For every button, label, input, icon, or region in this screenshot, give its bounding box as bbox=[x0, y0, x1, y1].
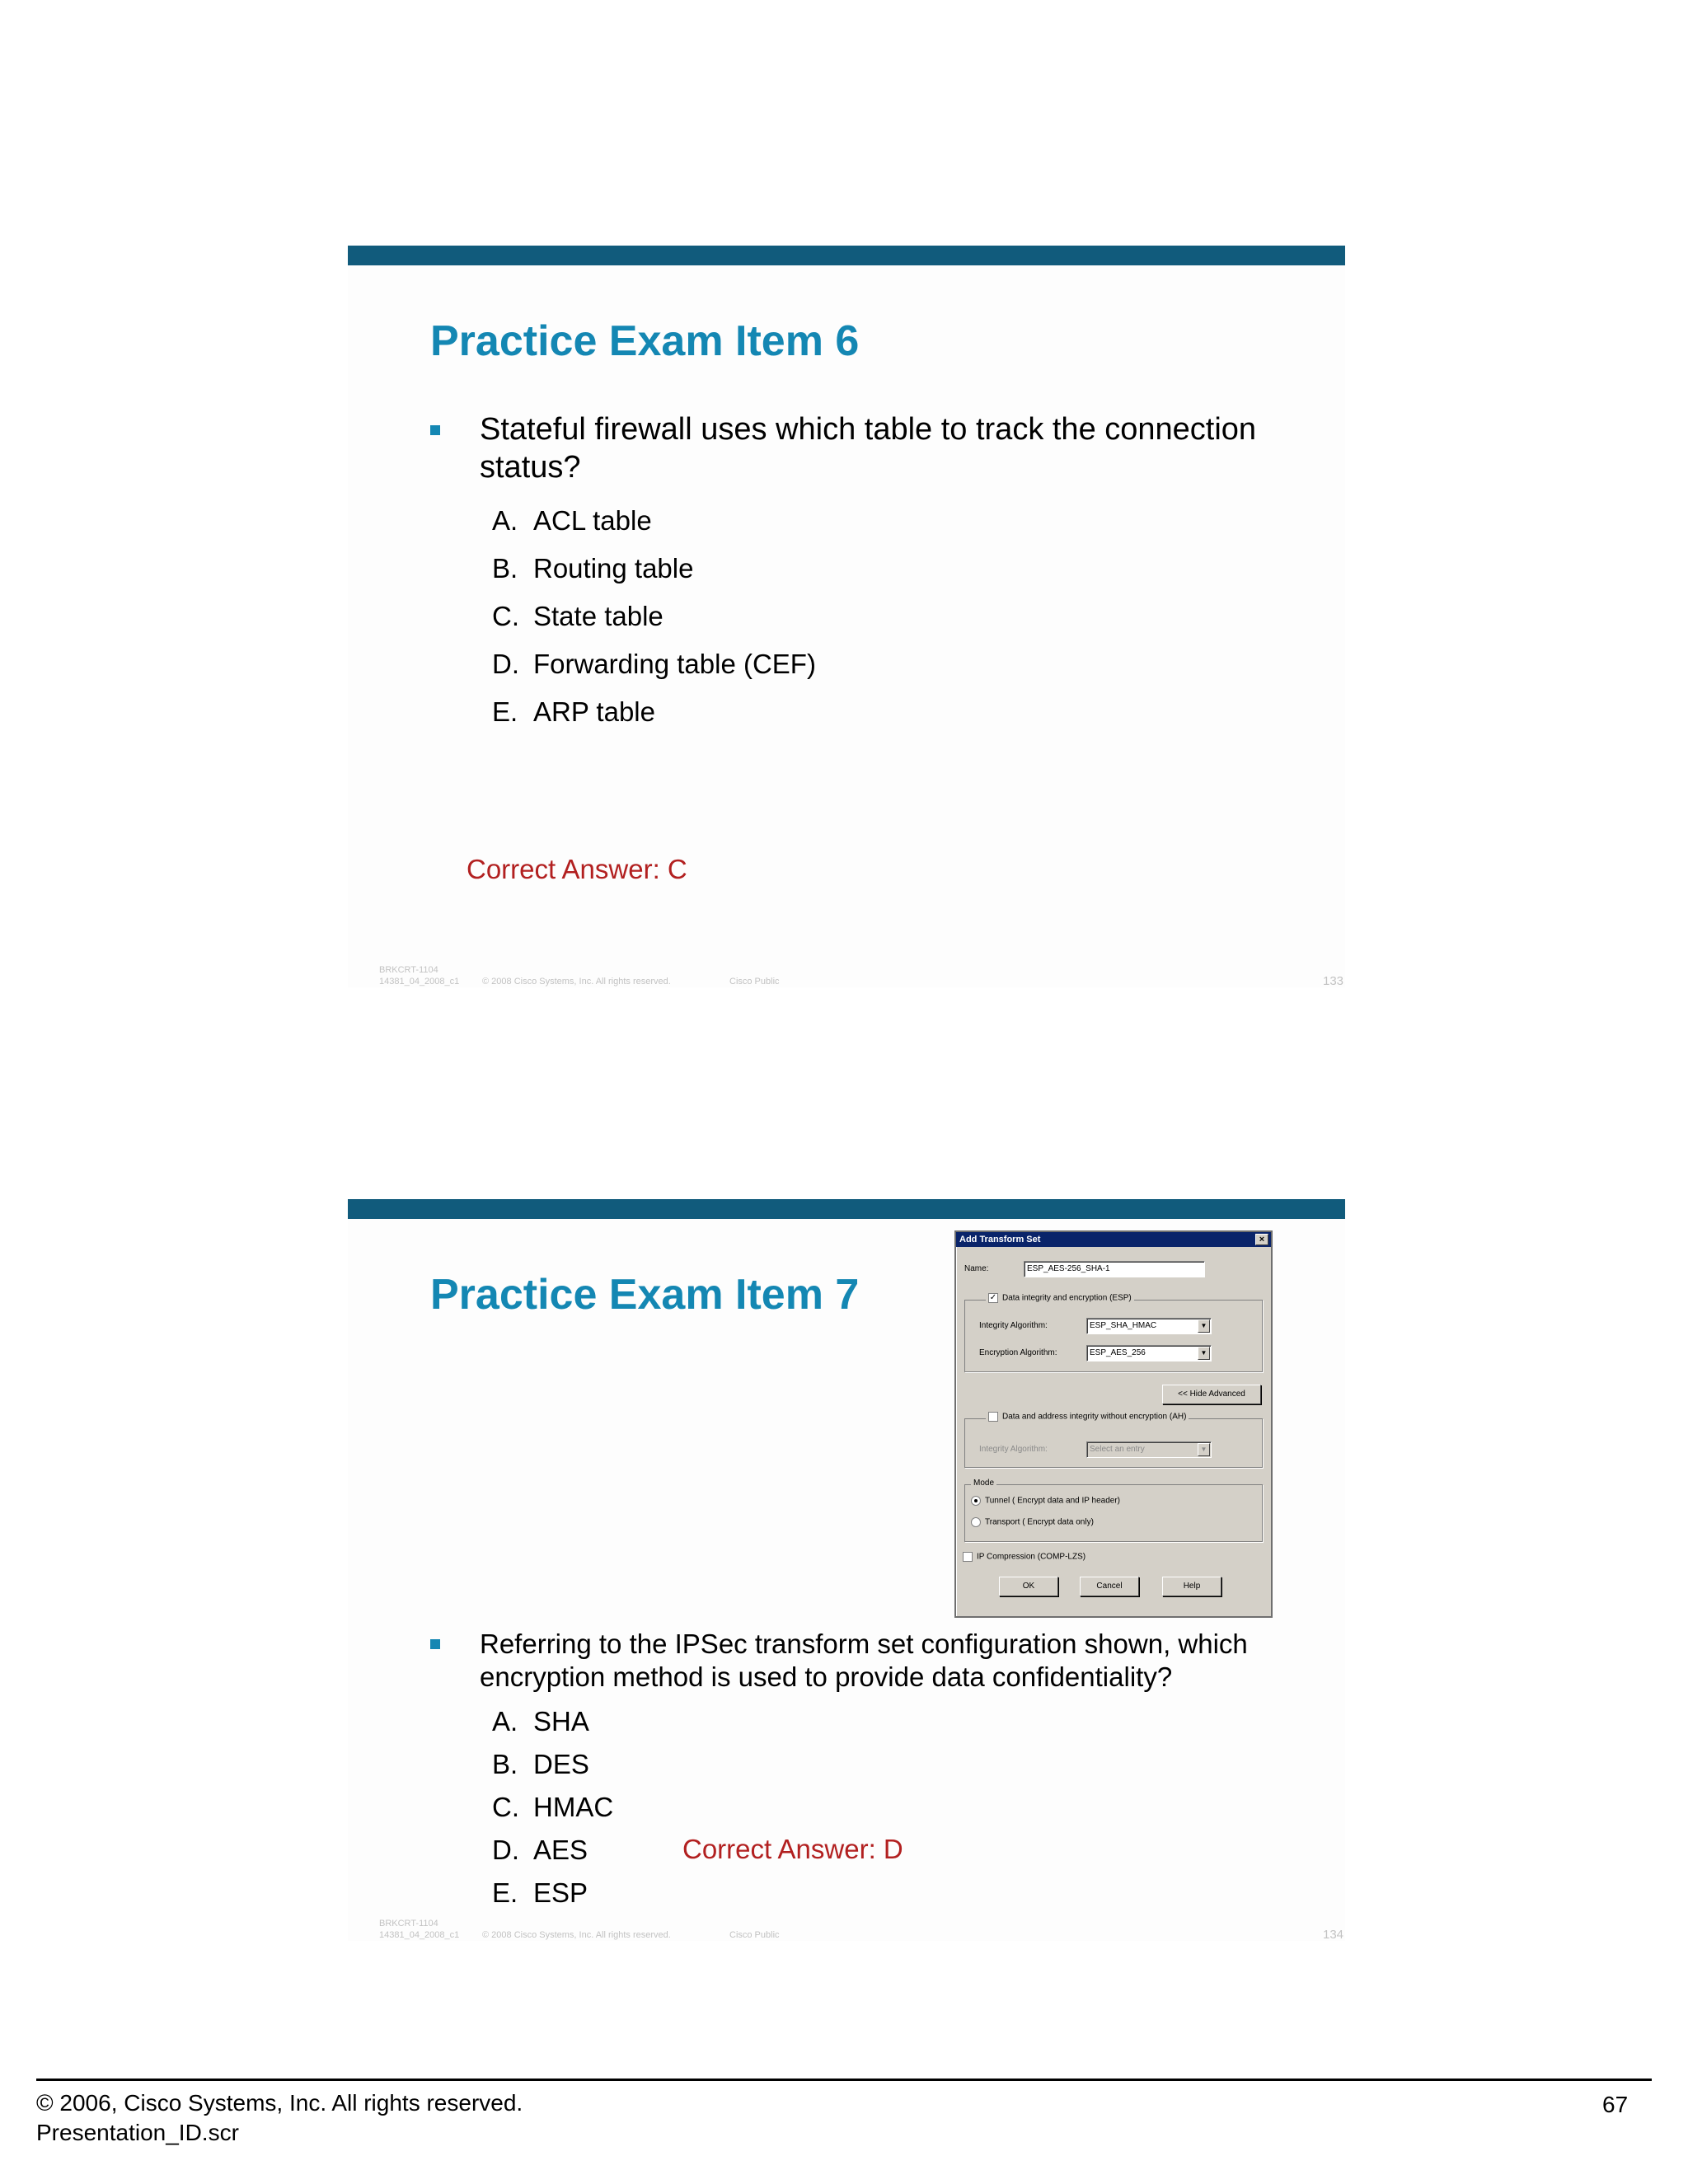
mode-group bbox=[964, 1484, 1263, 1542]
option-e: E. ARP table bbox=[492, 696, 655, 727]
compression-checkbox-row[interactable] bbox=[963, 1552, 1085, 1562]
dialog-title: Add Transform Set bbox=[959, 1235, 1041, 1244]
esp-checkbox-label: Data integrity and encryption (ESP) bbox=[1002, 1293, 1132, 1303]
slide-footer-code: BRKCRT-1104 bbox=[379, 965, 438, 975]
answer-options bbox=[492, 1705, 613, 1919]
ah-integrity-label: Integrity Algorithm: bbox=[979, 1445, 1048, 1454]
compression-checkbox[interactable] bbox=[963, 1552, 973, 1562]
name-input[interactable]: ESP_AES-256_SHA-1 bbox=[1024, 1261, 1205, 1277]
option-a: A. ACL table bbox=[492, 505, 652, 536]
option-b: B. DES bbox=[492, 1749, 589, 1779]
question-text: Referring to the IPSec transform set configuration shown, which encryption method is used to provide data confidentiality? bbox=[480, 1629, 1248, 1692]
ah-checkbox-label: Data and address integrity without encryption (AH) bbox=[1002, 1412, 1187, 1422]
correct-answer: Correct Answer: D bbox=[682, 1834, 903, 1864]
question bbox=[430, 410, 1271, 486]
option-c: C. State table bbox=[492, 601, 663, 631]
page-footer-rule bbox=[36, 2079, 1652, 2081]
esp-checkbox-row[interactable] bbox=[986, 1293, 1134, 1303]
slide-footer bbox=[379, 964, 1344, 988]
ah-integrity-select[interactable] bbox=[1086, 1441, 1212, 1458]
ah-integrity-value: Select an entry bbox=[1090, 1445, 1145, 1454]
chevron-down-icon[interactable]: ▼ bbox=[1198, 1443, 1210, 1456]
help-button[interactable]: Help bbox=[1162, 1577, 1221, 1596]
tunnel-radio-label: Tunnel ( Encrypt data and IP header) bbox=[985, 1496, 1120, 1506]
slide-page-number: 133 bbox=[1323, 974, 1344, 988]
page-footer-presentation: Presentation_ID.scr bbox=[36, 2120, 239, 2145]
encryption-algorithm-value: ESP_AES_256 bbox=[1090, 1348, 1146, 1357]
slide-footer-class: Cisco Public bbox=[729, 1930, 780, 1940]
slide-title: Practice Exam Item 6 bbox=[430, 317, 860, 365]
slide-footer-copyright: © 2008 Cisco Systems, Inc. All rights reserved. bbox=[482, 977, 671, 987]
slide-header-bar bbox=[348, 1199, 1345, 1219]
option-a: A. SHA bbox=[492, 1706, 589, 1736]
slide-footer bbox=[379, 1918, 1344, 1942]
page-number: 67 bbox=[1602, 2092, 1629, 2117]
integrity-algorithm-value: ESP_SHA_HMAC bbox=[1090, 1321, 1157, 1330]
dialog-title-bar bbox=[956, 1232, 1271, 1247]
slide-footer-copyright: © 2008 Cisco Systems, Inc. All rights reserved. bbox=[482, 1930, 671, 1940]
integrity-algorithm-label: Integrity Algorithm: bbox=[979, 1321, 1048, 1330]
transport-radio-row[interactable] bbox=[971, 1517, 1094, 1527]
page-footer-copyright: © 2006, Cisco Systems, Inc. All rights reserved. bbox=[36, 2090, 523, 2116]
slide-footer-class: Cisco Public bbox=[729, 977, 780, 987]
hide-advanced-button[interactable]: << Hide Advanced bbox=[1162, 1385, 1261, 1404]
ah-checkbox-row[interactable] bbox=[986, 1412, 1189, 1422]
option-d: D. AES bbox=[492, 1835, 588, 1865]
option-c: C. HMAC bbox=[492, 1792, 614, 1822]
esp-checkbox[interactable]: ✓ bbox=[989, 1293, 997, 1302]
slide-footer-id: 14381_04_2008_c1 bbox=[379, 1930, 460, 1940]
encryption-algorithm-select[interactable] bbox=[1086, 1345, 1212, 1361]
transport-radio[interactable] bbox=[971, 1517, 981, 1527]
option-e: E. ESP bbox=[492, 1877, 588, 1908]
option-d: D. Forwarding table (CEF) bbox=[492, 649, 816, 679]
chevron-down-icon[interactable]: ▼ bbox=[1198, 1319, 1210, 1333]
transport-radio-label: Transport ( Encrypt data only) bbox=[985, 1517, 1094, 1527]
ah-checkbox[interactable] bbox=[988, 1412, 998, 1422]
cancel-button[interactable]: Cancel bbox=[1080, 1577, 1139, 1596]
chevron-down-icon[interactable]: ▼ bbox=[1198, 1347, 1210, 1360]
add-transform-set-dialog bbox=[954, 1230, 1273, 1618]
slide-footer-code: BRKCRT-1104 bbox=[379, 1919, 438, 1929]
slide-title: Practice Exam Item 7 bbox=[430, 1271, 860, 1319]
close-icon[interactable]: × bbox=[1255, 1234, 1268, 1245]
option-b: B. Routing table bbox=[492, 553, 694, 583]
tunnel-radio-row[interactable] bbox=[971, 1496, 1120, 1506]
slide-133 bbox=[348, 246, 1345, 987]
slide-page-number: 134 bbox=[1323, 1928, 1344, 1942]
tunnel-radio[interactable] bbox=[971, 1496, 981, 1506]
mode-label: Mode bbox=[971, 1479, 996, 1488]
ok-button[interactable]: OK bbox=[999, 1577, 1058, 1596]
slide-footer-id: 14381_04_2008_c1 bbox=[379, 977, 460, 987]
encryption-algorithm-label: Encryption Algorithm: bbox=[979, 1348, 1057, 1357]
integrity-algorithm-select[interactable] bbox=[1086, 1318, 1212, 1334]
compression-checkbox-label: IP Compression (COMP-LZS) bbox=[977, 1552, 1086, 1562]
name-label: Name: bbox=[964, 1264, 989, 1273]
bullet-square-icon bbox=[430, 425, 440, 435]
answer-options bbox=[492, 504, 816, 743]
question-text: Stateful firewall uses which table to track the connection status? bbox=[480, 412, 1257, 485]
bullet-square-icon bbox=[430, 1639, 440, 1649]
correct-answer: Correct Answer: C bbox=[467, 854, 687, 884]
question bbox=[430, 1628, 1271, 1694]
slide-header-bar bbox=[348, 246, 1345, 265]
